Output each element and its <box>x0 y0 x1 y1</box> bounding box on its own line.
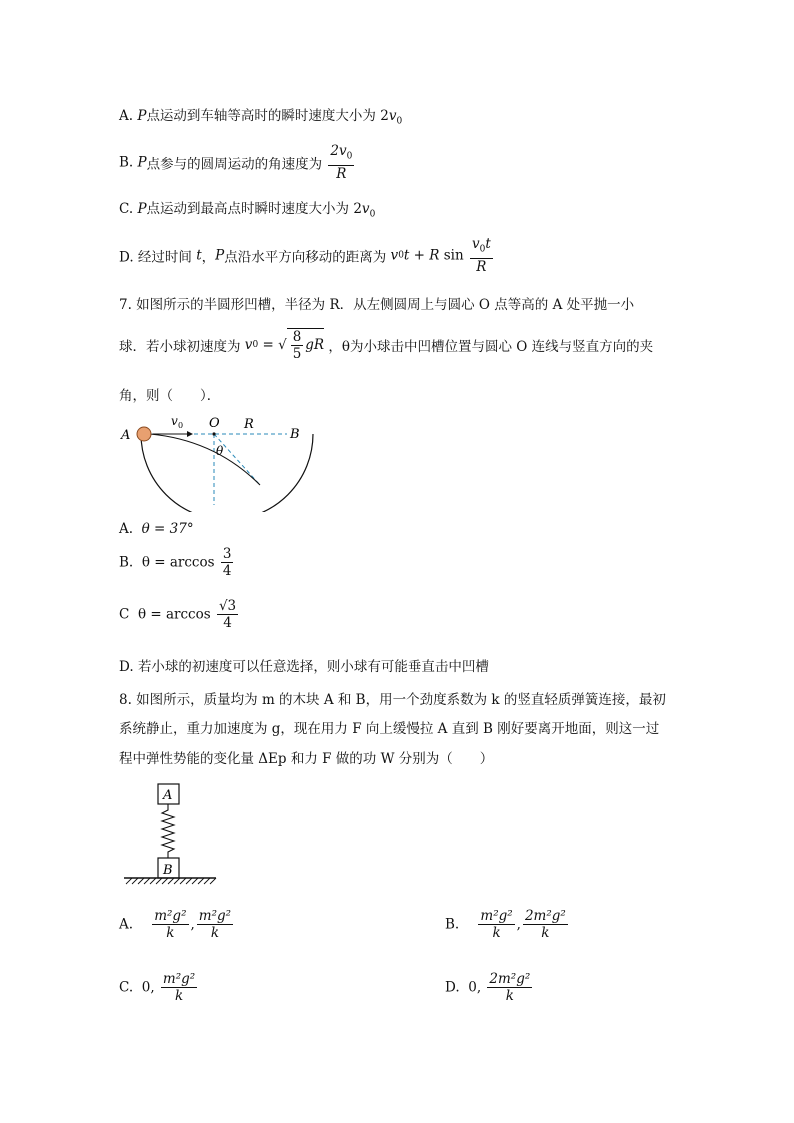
label-v0: v <box>171 414 178 428</box>
subscript: 0 <box>252 340 259 350</box>
label-o: O <box>209 416 220 431</box>
symbol-p: P <box>137 201 147 217</box>
fraction-sqrt3-4: $\frac{√3}{4}$ <box>218 598 237 631</box>
option-label: B. <box>445 916 460 933</box>
option-label: D. <box>445 979 460 996</box>
stem-text-cont: ，θ为小球击中凹槽位置与圆心 O 连线与竖直方向的夹 <box>328 339 654 355</box>
symbol-r: R <box>429 247 440 264</box>
q8-stem-line1: 8. 如图所示，质量均为 m 的木块 A 和 B，用一个劲度系数为 k 的竖直轻质弹簧连接，最初 <box>119 692 666 708</box>
option-label: C. <box>119 201 138 217</box>
q6-option-c[interactable] <box>119 197 375 220</box>
symbol-v: v <box>390 247 399 264</box>
q8-option-c[interactable] <box>119 971 199 1004</box>
ground-hatching <box>126 878 216 884</box>
label-a: A <box>163 788 173 803</box>
fraction-2m2g2-k: $\frac{\text{2m²g²}}{k}$ <box>489 971 531 1004</box>
subscript: 0 <box>479 244 486 255</box>
fraction-m2g2-k: $\frac{\text{m²g²}}{k}$ <box>198 908 232 941</box>
fraction-2m2g2-k: $\frac{\text{2m²g²}}{k}$ <box>524 908 566 941</box>
label-theta: θ <box>216 444 224 458</box>
q7-semicircle-diagram <box>115 412 315 512</box>
option-label: D. <box>119 659 134 675</box>
denominator: R <box>336 165 347 182</box>
comma: ， <box>201 249 216 266</box>
semicircle-groove <box>141 434 313 512</box>
sqrt-expression: √ $\frac{8}{5}$ gR <box>278 329 325 362</box>
label-b: B <box>163 863 173 878</box>
fraction-8-5: $\frac{8}{5}$ <box>292 329 302 362</box>
equals-sign: = <box>262 337 274 353</box>
symbol-v: v <box>244 337 253 353</box>
center-point <box>212 432 215 435</box>
q7-option-c[interactable] <box>119 598 240 631</box>
symbol-v: v <box>361 201 370 217</box>
option-text: 若小球的初速度可以任意选择，则小球有可能垂直击中凹槽 <box>137 659 489 675</box>
option-lead: 0, <box>468 979 482 996</box>
q7-stem-line3: 角，则（ ）． <box>119 388 221 404</box>
fraction-3-4: $\frac{3}{4}$ <box>222 546 232 579</box>
label-v0-sub: 0 <box>178 421 184 430</box>
fraction-m2g2-k: $\frac{\text{m²g²}}{k}$ <box>154 908 187 941</box>
q7-stem-line2 <box>119 328 653 362</box>
option-label: C. <box>119 979 134 996</box>
option-label: A. <box>119 108 138 124</box>
symbol-p: P <box>137 154 147 171</box>
subscript: 0 <box>396 116 403 127</box>
option-label: A. <box>119 916 134 933</box>
option-text: θ = arccos <box>137 606 211 623</box>
sin-function: sin <box>443 247 464 264</box>
option-text: θ = 37° <box>141 521 194 537</box>
q8-spring-block-diagram <box>122 780 220 890</box>
q6-option-b[interactable] <box>119 143 356 182</box>
q7-option-b[interactable] <box>119 546 235 579</box>
numerator-v: v <box>471 236 480 252</box>
option-text: 点参与的圆周运动的角速度为 <box>146 156 323 173</box>
arrow-head <box>187 431 193 437</box>
subscript: 0 <box>398 250 404 261</box>
q6-option-d[interactable] <box>119 236 495 275</box>
subscript: 0 <box>369 209 376 220</box>
option-lead: 0, <box>141 979 155 996</box>
q7-stem-line1: 7. 如图所示的半圆形凹槽，半径为 R．从左侧圆周上与圆心 O 点等高的 A 处平抛一小 <box>119 297 635 313</box>
option-label: A. <box>119 521 134 537</box>
numerator: 2v <box>330 143 347 159</box>
denominator: R <box>476 258 487 275</box>
q8-stem-line3: 程中弹性势能的变化量 ΔEp 和力 F 做的功 W 分别为（ ） <box>119 751 494 767</box>
ball <box>137 427 151 441</box>
fraction-m2g2-k: $\frac{\text{m²g²}}{k}$ <box>162 971 196 1004</box>
q8-stem-line2: 系统静止，重力加速度为 g，现在用力 F 向上缓慢拉 A 直到 B 刚好要离开地面，则这一过 <box>119 721 660 737</box>
symbol-t: t <box>196 247 202 264</box>
option-text: 点沿水平方向移动的距离为 <box>224 249 387 266</box>
option-label: B. <box>119 554 134 571</box>
symbol-p: P <box>215 247 225 264</box>
q6-option-a[interactable] <box>119 104 402 127</box>
option-text: 点运动到车轴等高时的瞬时速度大小为 2 <box>146 108 389 124</box>
q7-option-a[interactable] <box>119 521 194 537</box>
option-label: C <box>119 606 130 623</box>
stem-text: 球．若小球初速度为 <box>119 339 241 355</box>
fraction-m2g2-k: $\frac{\text{m²g²}}{k}$ <box>480 908 513 941</box>
q7-option-d[interactable] <box>119 655 489 675</box>
label-r: R <box>244 417 254 432</box>
radius-to-impact <box>214 434 260 485</box>
option-label: B. <box>119 154 138 171</box>
trajectory <box>150 434 260 485</box>
subscript: 0 <box>346 151 353 162</box>
option-text: θ = arccos <box>141 554 215 571</box>
spring <box>162 804 174 858</box>
fraction-v0t-over-r <box>470 236 493 275</box>
q8-option-b[interactable]: B. $\frac{\text{m²g²}}{k}$ , $\frac{\text{2m²g²}}{k}$ <box>445 908 566 941</box>
plus-sign: + <box>413 247 425 264</box>
symbol-t: t <box>403 247 410 264</box>
option-label: D. 经过时间 <box>119 249 197 266</box>
option-text: 点运动到最高点时瞬时速度大小为 2 <box>146 201 362 217</box>
symbol-v: v <box>388 108 397 124</box>
label-b: B <box>290 427 300 442</box>
q8-option-d[interactable] <box>445 971 534 1004</box>
symbol-p: P <box>137 108 147 124</box>
q8-option-a[interactable]: A. $\frac{\text{m²g²}}{k}$ , $\frac{\text{m²g²}}{k}$ <box>119 908 232 941</box>
fraction-2v0-over-r <box>328 143 354 182</box>
label-a: A <box>121 428 131 443</box>
numerator-t: t <box>485 236 491 252</box>
